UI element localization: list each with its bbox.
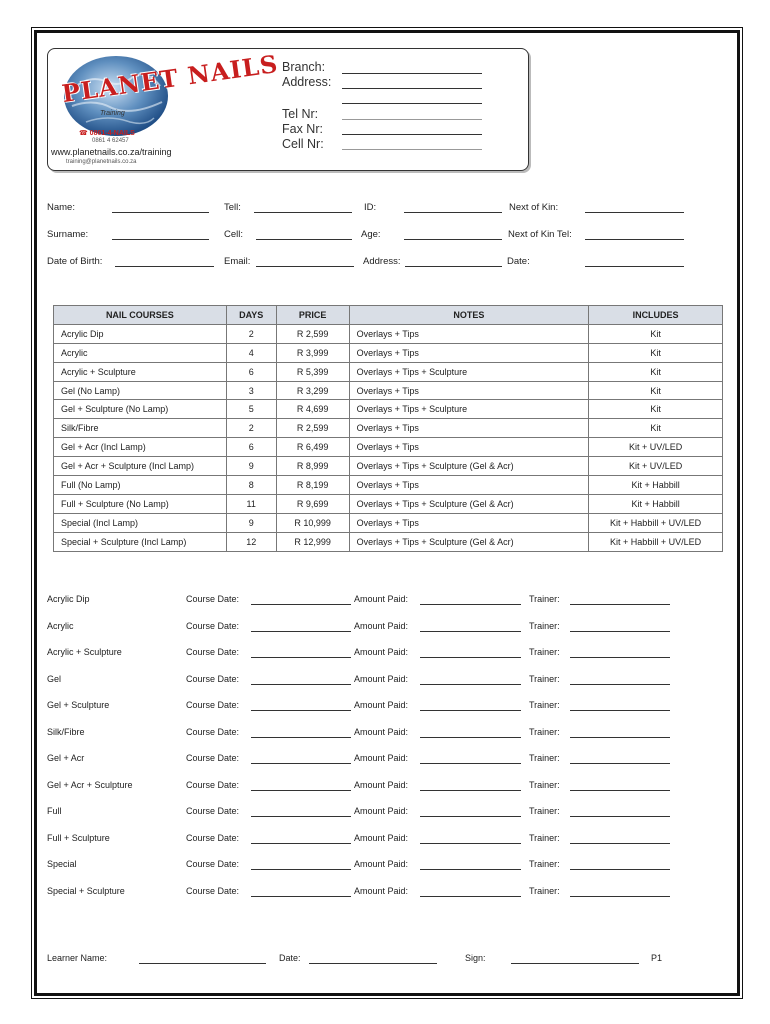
address-field-label: Address: (363, 256, 401, 267)
cell-includes: Kit (589, 343, 723, 362)
fax-line[interactable] (342, 134, 482, 135)
trainer-input[interactable] (570, 737, 670, 738)
cell-price: R 2,599 (276, 419, 349, 438)
table-row (54, 494, 723, 513)
course-date-label: Course Date: (186, 859, 240, 869)
schedule-course-name: Special + Sculpture (47, 885, 125, 896)
amount-paid-input[interactable] (420, 737, 521, 738)
trainer-input[interactable] (570, 790, 670, 791)
cell-includes: Kit + Habbill + UV/LED (589, 513, 723, 532)
tel-line[interactable] (342, 119, 482, 120)
cell-includes: Kit + Habbill (589, 476, 723, 495)
cell-label: Cell: (224, 229, 244, 240)
next-of-kin-label: Next of Kin: (509, 202, 559, 213)
cell-includes: Kit + Habbill + UV/LED (589, 532, 723, 551)
cell-notes: Overlays + Tips + Sculpture (349, 362, 589, 381)
amount-paid-label: Amount Paid: (354, 753, 409, 763)
cell-notes: Overlays + Tips (349, 513, 589, 532)
tel-label: Tel Nr: (282, 107, 319, 121)
schedule-course-name: Acrylic + Sculpture (47, 647, 122, 657)
cell-notes: Overlays + Tips + Sculpture (Gel & Acr) (349, 457, 589, 476)
amount-paid-label: Amount Paid: (354, 647, 409, 657)
amount-paid-label: Amount Paid: (354, 594, 409, 604)
trainer-input[interactable] (570, 763, 670, 764)
cell-price: R 6,499 (276, 438, 349, 457)
course-date-input[interactable] (251, 843, 351, 844)
cell-price: R 2,599 (276, 324, 349, 343)
cell-course-name: Acrylic Dip (54, 324, 227, 343)
amount-paid-label: Amount Paid: (354, 885, 409, 896)
schedule-course-name: Gel + Sculpture (47, 700, 110, 710)
schedule-course-name: Acrylic Dip (47, 594, 90, 604)
amount-paid-input[interactable] (420, 896, 521, 897)
address-line-1[interactable] (342, 88, 482, 89)
amount-paid-label: Amount Paid: (354, 859, 409, 869)
cell-days: 4 (226, 343, 276, 362)
col-header-notes: NOTES (349, 306, 589, 325)
footer-date-input[interactable] (309, 963, 437, 964)
cell-price: R 10,999 (276, 513, 349, 532)
schedule-course-name: Special (47, 859, 77, 869)
table-row (54, 476, 723, 495)
course-date-label: Course Date: (186, 647, 240, 657)
cell-notes: Overlays + Tips (349, 476, 589, 495)
table-row (54, 513, 723, 532)
logo-phone-alt: 0861 4 62457 (92, 138, 129, 144)
trainer-label: Trainer: (529, 779, 560, 790)
cell-notes: Overlays + Tips (349, 438, 589, 457)
age-input[interactable] (404, 239, 502, 240)
tell-label: Tell: (224, 202, 241, 213)
course-price-table (53, 305, 723, 552)
amount-paid-input[interactable] (420, 843, 521, 844)
schedule-course-name: Gel + Acr + Sculpture (47, 779, 133, 790)
amount-paid-input[interactable] (420, 869, 521, 870)
amount-paid-input[interactable] (420, 763, 521, 764)
trainer-label: Trainer: (529, 647, 560, 657)
name-label: Name: (47, 202, 75, 213)
table-row (54, 362, 723, 381)
cell-notes: Overlays + Tips + Sculpture (349, 400, 589, 419)
amount-paid-label: Amount Paid: (354, 700, 409, 710)
cell-includes: Kit (589, 362, 723, 381)
schedule-course-name: Gel (47, 673, 62, 684)
course-date-input[interactable] (251, 631, 351, 632)
cell-price: R 9,699 (276, 494, 349, 513)
cell-notes: Overlays + Tips + Sculpture (Gel & Acr) (349, 532, 589, 551)
cell-includes: Kit (589, 400, 723, 419)
trainer-label: Trainer: (529, 700, 560, 710)
col-header-courses: NAIL COURSES (54, 306, 227, 325)
branch-line[interactable] (342, 73, 482, 74)
cell-notes: Overlays + Tips (349, 419, 589, 438)
course-date-label: Course Date: (186, 885, 240, 896)
footer-date-label: Date: (279, 953, 301, 963)
cell-days: 9 (226, 513, 276, 532)
col-header-days: DAYS (226, 306, 276, 325)
table-row (54, 419, 723, 438)
course-date-input[interactable] (251, 816, 351, 817)
cell-includes: Kit + UV/LED (589, 438, 723, 457)
table-row (54, 381, 723, 400)
cell-label: Cell Nr: (282, 137, 324, 151)
cell-days: 6 (226, 438, 276, 457)
cell-days: 3 (226, 381, 276, 400)
schedule-course-name: Gel + Acr (47, 753, 85, 763)
dob-input[interactable] (115, 266, 214, 267)
amount-paid-label: Amount Paid: (354, 832, 409, 843)
trainer-label: Trainer: (529, 726, 560, 737)
course-date-input[interactable] (251, 790, 351, 791)
amount-paid-input[interactable] (420, 631, 521, 632)
cell-days: 2 (226, 419, 276, 438)
cell-course-name: Acrylic + Sculpture (54, 362, 227, 381)
amount-paid-input[interactable] (420, 790, 521, 791)
cell-days: 11 (226, 494, 276, 513)
cell-price: R 3,299 (276, 381, 349, 400)
trainer-label: Trainer: (529, 753, 560, 763)
tell-input[interactable] (254, 212, 352, 213)
cell-days: 5 (226, 400, 276, 419)
learner-name-input[interactable] (139, 963, 266, 964)
schedule-course-name: Full (47, 806, 62, 816)
course-date-input[interactable] (251, 737, 351, 738)
logo-email: training@planetnails.co.za (66, 159, 137, 165)
course-date-input[interactable] (251, 604, 351, 605)
cell-days: 8 (226, 476, 276, 495)
table-row (54, 532, 723, 551)
course-date-input[interactable] (251, 710, 351, 711)
cell-price: R 5,399 (276, 362, 349, 381)
next-of-kin-tel-input[interactable] (585, 239, 684, 240)
branch-label: Branch: (282, 60, 326, 74)
course-date-label: Course Date: (186, 700, 240, 710)
course-date-label: Course Date: (186, 673, 240, 684)
trainer-label: Trainer: (529, 620, 560, 631)
address-line-2[interactable] (342, 103, 482, 104)
trainer-label: Trainer: (529, 806, 560, 816)
next-of-kin-tel-label: Next of Kin Tel: (508, 229, 572, 240)
learner-name-label: Learner Name: (47, 953, 108, 963)
amount-paid-input[interactable] (420, 710, 521, 711)
cell-days: 9 (226, 457, 276, 476)
cell-notes: Overlays + Tips (349, 324, 589, 343)
date-input[interactable] (585, 266, 684, 267)
cell-price: R 8,999 (276, 457, 349, 476)
cell-line[interactable] (342, 149, 482, 150)
table-row (54, 438, 723, 457)
cell-course-name: Full + Sculpture (No Lamp) (54, 494, 227, 513)
trainer-input[interactable] (570, 710, 670, 711)
trainer-input[interactable] (570, 869, 670, 870)
cell-price: R 4,699 (276, 400, 349, 419)
cell-notes: Overlays + Tips (349, 381, 589, 400)
course-date-label: Course Date: (186, 620, 240, 631)
age-label: Age: (361, 229, 381, 240)
trainer-label: Trainer: (529, 885, 560, 896)
schedule-course-name: Full + Sculpture (47, 832, 110, 843)
cell-price: R 8,199 (276, 476, 349, 495)
email-input[interactable] (256, 266, 354, 267)
trainer-input[interactable] (570, 684, 670, 685)
page-number: P1 (651, 953, 663, 963)
cell-days: 2 (226, 324, 276, 343)
course-date-label: Course Date: (186, 753, 240, 763)
course-date-input[interactable] (251, 896, 351, 897)
trainer-label: Trainer: (529, 673, 560, 684)
logo-tagline: Training (100, 110, 125, 117)
cell-includes: Kit (589, 381, 723, 400)
logo-website: www.planetnails.co.za/training (51, 147, 172, 157)
surname-input[interactable] (112, 239, 209, 240)
trainer-label: Trainer: (529, 594, 560, 604)
cell-notes: Overlays + Tips + Sculpture (Gel & Acr) (349, 494, 589, 513)
trainer-label: Trainer: (529, 859, 560, 869)
schedule-course-name: Acrylic (47, 620, 74, 631)
amount-paid-input[interactable] (420, 816, 521, 817)
trainer-input[interactable] (570, 896, 670, 897)
course-date-label: Course Date: (186, 779, 240, 790)
fax-label: Fax Nr: (282, 122, 323, 136)
sign-label: Sign: (465, 953, 486, 963)
id-input[interactable] (404, 212, 502, 213)
address-input[interactable] (405, 266, 502, 267)
schedule-course-name: Silk/Fibre (47, 726, 85, 737)
logo-wordmark: PLANET NAILS (60, 48, 280, 109)
amount-paid-label: Amount Paid: (354, 806, 409, 816)
address-label: Address: (282, 75, 332, 89)
cell-course-name: Silk/Fibre (54, 419, 227, 438)
course-date-label: Course Date: (186, 594, 240, 604)
cell-includes: Kit (589, 324, 723, 343)
table-header-row (54, 306, 723, 325)
next-of-kin-input[interactable] (585, 212, 684, 213)
surname-label: Surname: (47, 229, 89, 240)
course-date-label: Course Date: (186, 726, 240, 737)
cell-price: R 3,999 (276, 343, 349, 362)
cell-course-name: Acrylic (54, 343, 227, 362)
course-date-input[interactable] (251, 657, 351, 658)
cell-course-name: Full (No Lamp) (54, 476, 227, 495)
cell-input[interactable] (256, 239, 352, 240)
cell-course-name: Gel (No Lamp) (54, 381, 227, 400)
email-label: Email: (224, 256, 251, 267)
cell-includes: Kit (589, 419, 723, 438)
cell-course-name: Special (Incl Lamp) (54, 513, 227, 532)
cell-course-name: Gel + Acr (Incl Lamp) (54, 438, 227, 457)
amount-paid-input[interactable] (420, 684, 521, 685)
table-row (54, 324, 723, 343)
cell-days: 6 (226, 362, 276, 381)
table-row (54, 457, 723, 476)
cell-notes: Overlays + Tips (349, 343, 589, 362)
trainer-input[interactable] (570, 631, 670, 632)
trainer-label: Trainer: (529, 832, 560, 843)
amount-paid-label: Amount Paid: (354, 779, 409, 790)
trainer-input[interactable] (570, 843, 670, 844)
course-date-input[interactable] (251, 763, 351, 764)
table-row (54, 343, 723, 362)
course-date-label: Course Date: (186, 806, 240, 816)
amount-paid-input[interactable] (420, 604, 521, 605)
cell-price: R 12,999 (276, 532, 349, 551)
amount-paid-input[interactable] (420, 657, 521, 658)
trainer-input[interactable] (570, 657, 670, 658)
col-header-price: PRICE (276, 306, 349, 325)
amount-paid-label: Amount Paid: (354, 620, 409, 631)
amount-paid-label: Amount Paid: (354, 726, 409, 737)
course-date-label: Course Date: (186, 832, 240, 843)
course-date-input[interactable] (251, 684, 351, 685)
amount-paid-label: Amount Paid: (354, 673, 409, 684)
name-input[interactable] (112, 212, 209, 213)
course-date-input[interactable] (251, 869, 351, 870)
cell-course-name: Special + Sculpture (Incl Lamp) (54, 532, 227, 551)
cell-days: 12 (226, 532, 276, 551)
id-label: ID: (364, 202, 377, 213)
sign-input[interactable] (511, 963, 639, 964)
cell-course-name: Gel + Acr + Sculpture (Incl Lamp) (54, 457, 227, 476)
cell-course-name: Gel + Sculpture (No Lamp) (54, 400, 227, 419)
table-row (54, 400, 723, 419)
cell-includes: Kit + UV/LED (589, 457, 723, 476)
trainer-input[interactable] (570, 604, 670, 605)
logo-phone: ☎ 0861-4-NAILS (79, 130, 135, 137)
trainer-input[interactable] (570, 816, 670, 817)
dob-label: Date of Birth: (47, 256, 103, 267)
date-label: Date: (507, 256, 530, 267)
cell-includes: Kit + Habbill (589, 494, 723, 513)
col-header-includes: INCLUDES (589, 306, 723, 325)
